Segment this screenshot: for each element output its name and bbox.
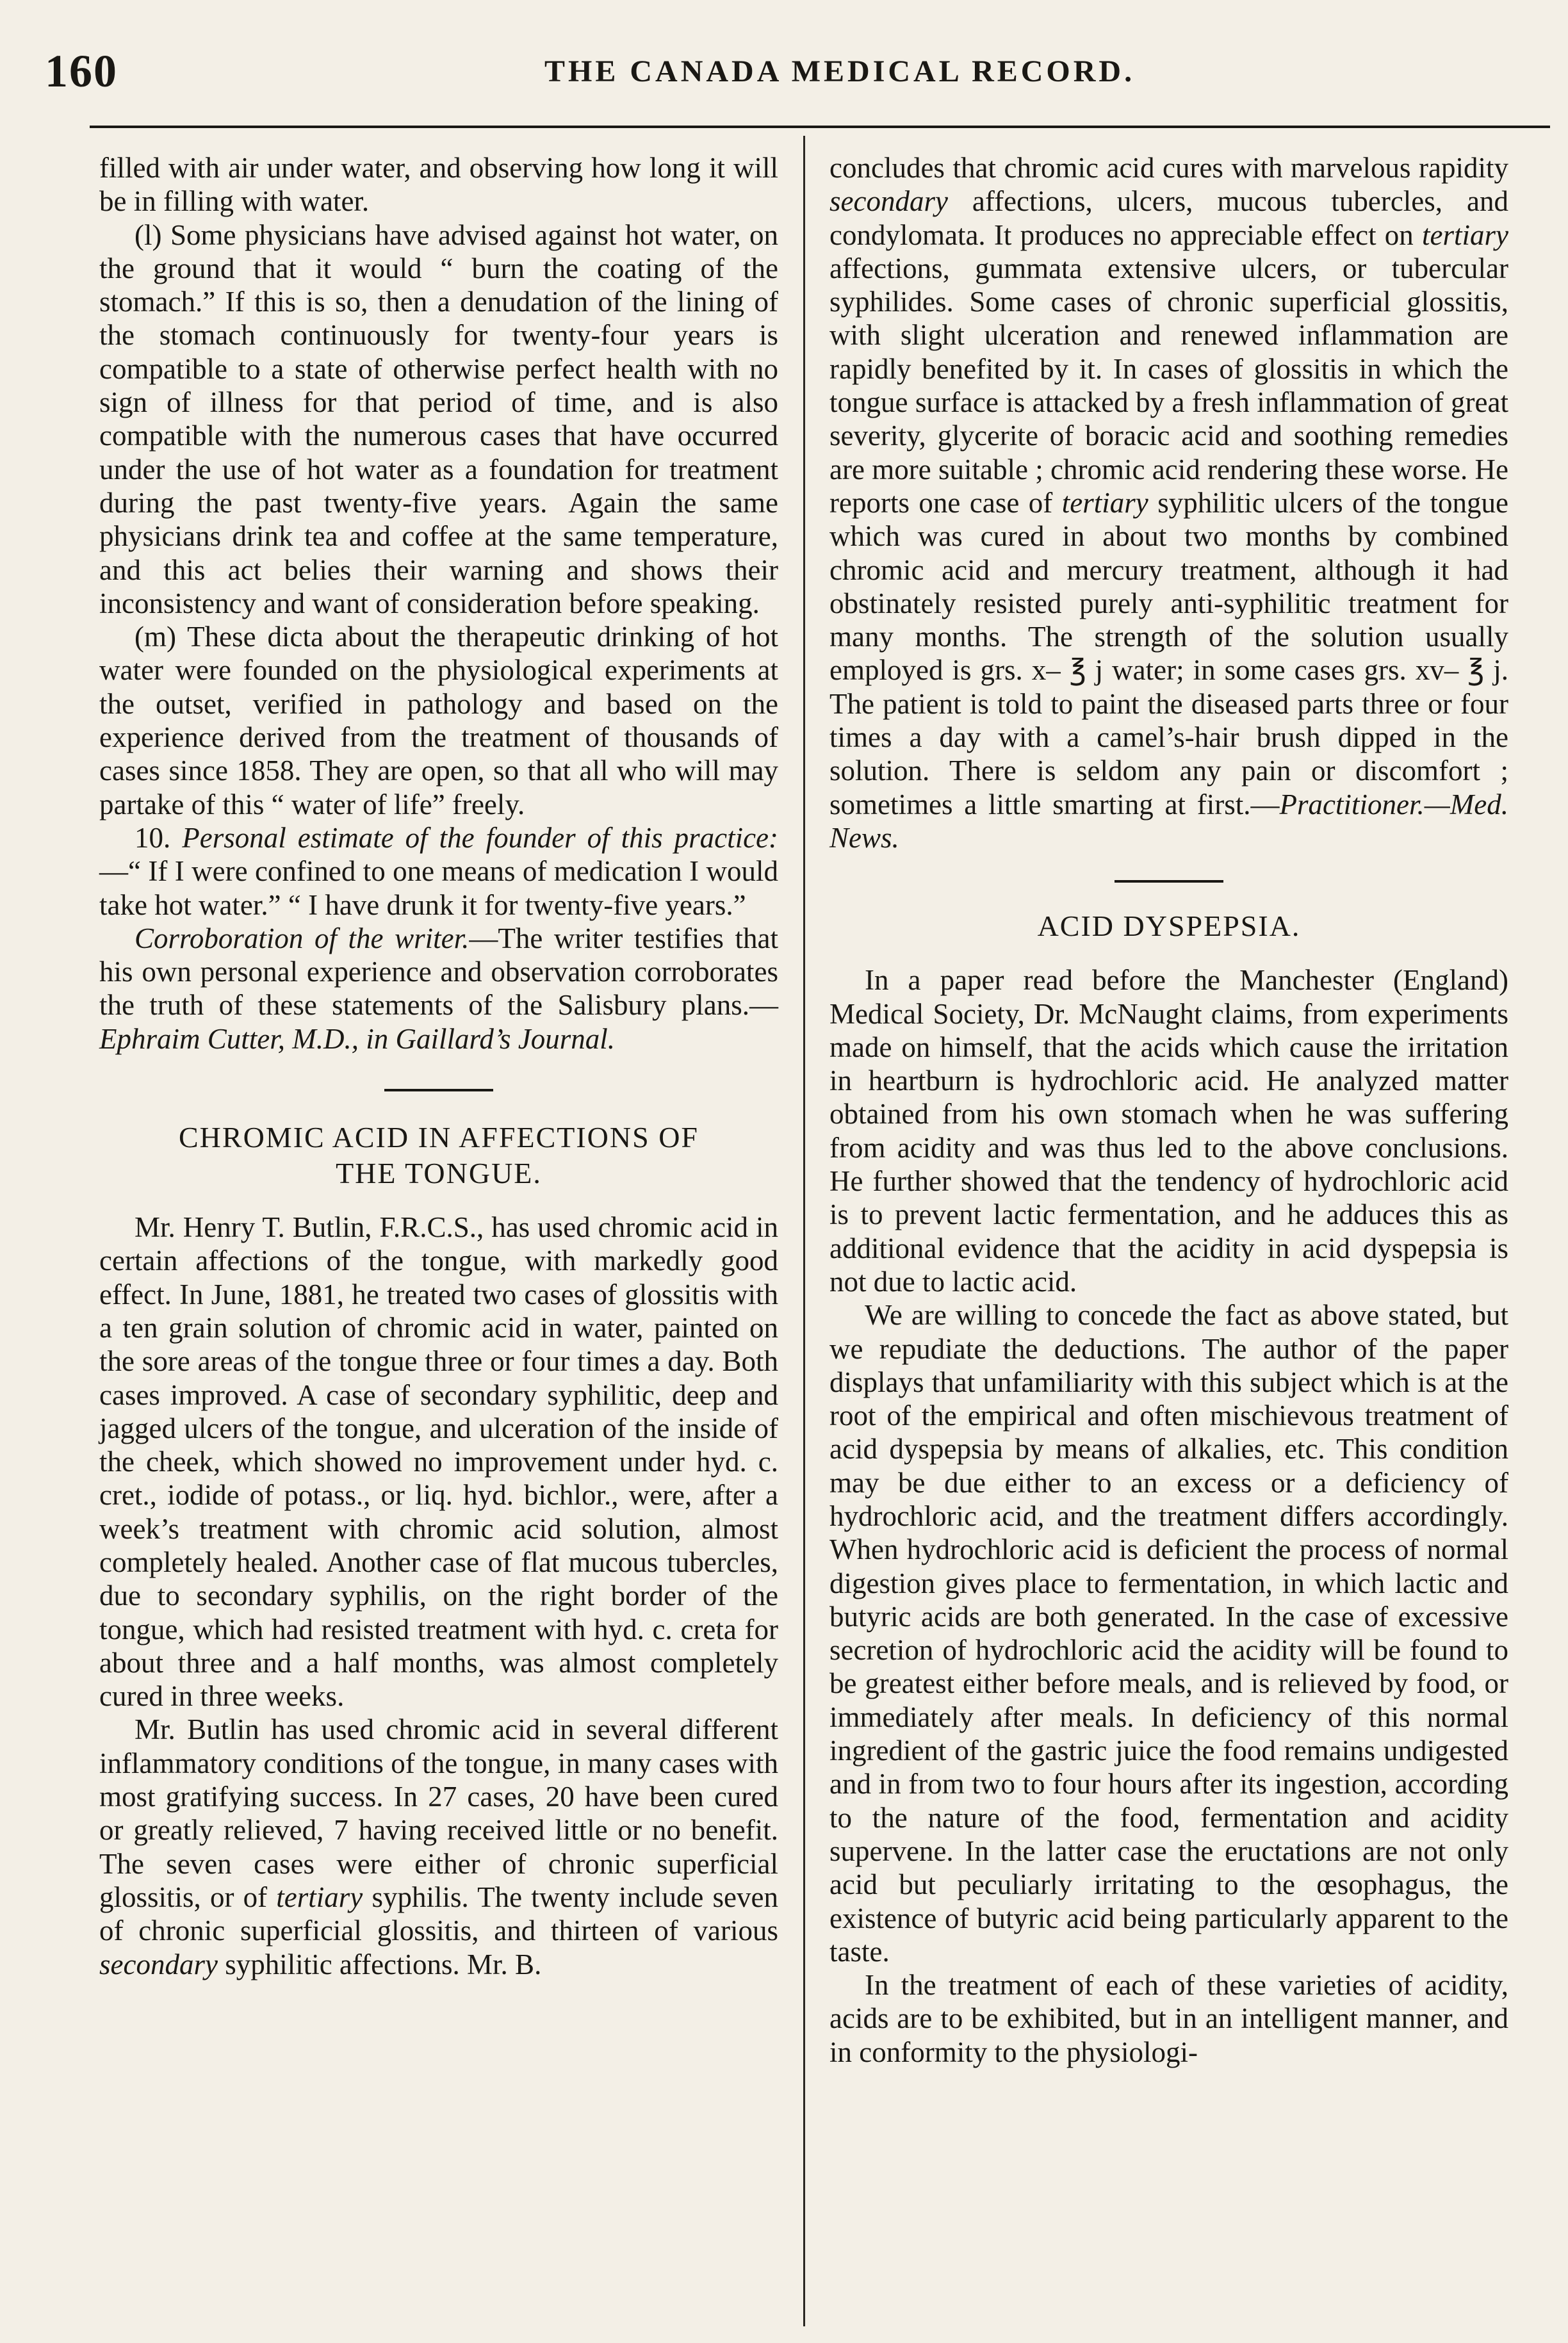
paragraph: In the treatment of each of these varieties of acidity, acids are to be exhibited, but in an intelligent manner, and in conformity to the physiologi- [829,1969,1508,2068]
page-header [45,45,1524,115]
italic-heading: Corroboration of the writer. [135,922,470,954]
paragraph: filled with air under water, and observing how long it will be in filling with water. [99,152,778,218]
paragraph: Mr. Henry T. Butlin, F.R.C.S., has used chromic acid in certain affections of the tongue, with markedly good effect. In June, 1881, he treated two cases of glossitis with a ten grain solution of chromic acid in water, painted on the sore areas of the tongue three or four times a day. Both cases improved. A case of secondary syphilitic, deep and jagged ulcers of the tongue, and ulceration of the inside of the cheek, which showed no improvement under hyd. c. cret., iodide of potass., or liq. hyd. bichlor., were, after a week’s treatment with chromic acid solution, almost completely healed. Another case of flat mucous tubercles, due to secondary syphilis, on the right border of the tongue, which had resisted treatment with hyd. c. creta for about three and a half months, was almost completely cured in three weeks. [99,1211,778,1713]
citation: Practitioner.—Med. News. [829,788,1508,854]
item-number: 10. [135,821,171,854]
paragraph: (m) These dicta about the therapeutic drinking of hot water were founded on the physiological experiments at the outset, verified in pathology and based on the experience derived from the treatment of thousands of cases since 1858. They are open, so that all who will may partake of this “ water of life” freely. [99,621,778,820]
left-column [99,151,778,1981]
paragraph: Corroboration of the writer.—The writer testifies that his own personal experience and observation corroborates the truth of these statements of the Salisbury plans.—Ephraim Cutter, M.D., in Gaillard’s Journal. [99,922,778,1055]
paragraph: Mr. Butlin has used chromic acid in several different inflammatory conditions of the tongue, in many cases with most gratifying success. In 27 cases, 20 have been cured or greatly relieved, 7 having received little or no benefit. The seven cases were either of chronic superficial glossitis, or of tertiary syphilis. The twenty include seven of chronic superficial glossitis, and thirteen of various secondary syphilitic affections. Mr. B. [99,1713,778,1980]
paragraph: We are willing to concede the fact as above stated, but we repudiate the deductions. The author of the paper displays that unfamiliarity with this subject which is at the root of the empirical and often mischievous treatment of acid dyspepsia by means of alkalies, etc. This condition may be due either to an excess or a deficiency of hydrochloric acid, and the treatment differs accordingly. When hydrochloric acid is deficient the process of normal digestion gives place to fermentation, in which lactic and butyric acids are both generated. In the case of excessive secretion of hydrochloric acid the acidity will be found to be greatest either before meals, and is relieved by food, or immediately after meals. In deficiency of this normal ingredient of the gastric juice the food remains undigested and in from two to four hours after its ingestion, according to the nature of the food, fermentation and acidity supervene. In the latter case the eructations are not only acid but peculiarly irritating to the œsophagus, the existence of butyric acid being particularly apparent to the taste. [829,1299,1508,1968]
paragraph: 10. Personal estimate of the founder of this practice:—“ If I were confined to one means of medication I would take hot water.” “ I have drunk it for twenty-five years.” [99,821,779,921]
citation: Ephraim Cutter, M.D., in Gaillard’s Journal. [99,1022,616,1055]
paragraph: In a paper read before the Manchester (England) Medical Society, Dr. McNaught claims, from experiments made on himself, that the acids which cause the irritation in heartburn is hydrochloric acid. He analyzed matter obtained from his own stomach when he was suffering from acidity and was thus led to the above conclusions. He further showed that the tendency of hydrochloric acid is to prevent lactic fermentation, and he adduces this as additional evidence that the acidity in acid dyspepsia is not due to lactic acid. [829,964,1508,1298]
column-divider [803,136,805,2326]
paragraph: concludes that chromic acid cures with marvelous rapidity secondary affections, ulcers, mucous tubercles, and condylomata. It produces no appreciable effect on tertiary affections, gummata extensive ulcers, or tubercular syphilides. Some cases of chronic superficial glossitis, with slight ulceration and renewed inflammation are rapidly benefited by it. In cases of glossitis in which the tongue surface is attacked by a fresh inflammation of great severity, glycerite of boracic acid and soothing remedies are more suitable ; chromic acid rendering these worse. He reports one case of tertiary syphilitic ulcers of the tongue which was cured in about two months by combined chromic acid and mercury treatment, although it had obstinately resisted purely anti-syphilitic treatment for many months. The strength of the solution usually employed is grs. x– ℥ j water; in some cases grs. xv– ℥ j. The patient is told to paint the diseased parts three or four times a day with a camel’s-hair brush dipped in the solution. There is seldom any pain or discomfort ; sometimes a little smarting at first.—Practitioner.—Med. News. [829,152,1508,854]
header-rule [90,126,1550,128]
section-heading: CHROMIC ACID IN AFFECTIONS OF THE TONGUE. [178,1121,699,1190]
section-heading: ACID DYSPEPSIA. [1037,910,1301,943]
paragraph: (l) Some physicians have advised against hot water, on the ground that it would “ burn the coating of the stomach.” If this is so, then a denudation of the lining of the stomach continuously for twenty-four years is compatible to a state of otherwise perfect health with no sign of illness for that period of time, and is also compatible with the numerous cases that have occurred under the use of hot water as a foundation for treatment during the past twenty-five years. Again the same physicians drink tea and coffee at the same temperature, and this act belies their warning and shows their inconsistency and want of consideration before speaking. [99,218,778,619]
italic-heading: Personal estimate of the founder of this practice: [182,821,779,854]
right-column [829,151,1508,2069]
running-head: THE CANADA MEDICAL RECORD. [544,54,1136,88]
page-number: 160 [45,45,118,97]
